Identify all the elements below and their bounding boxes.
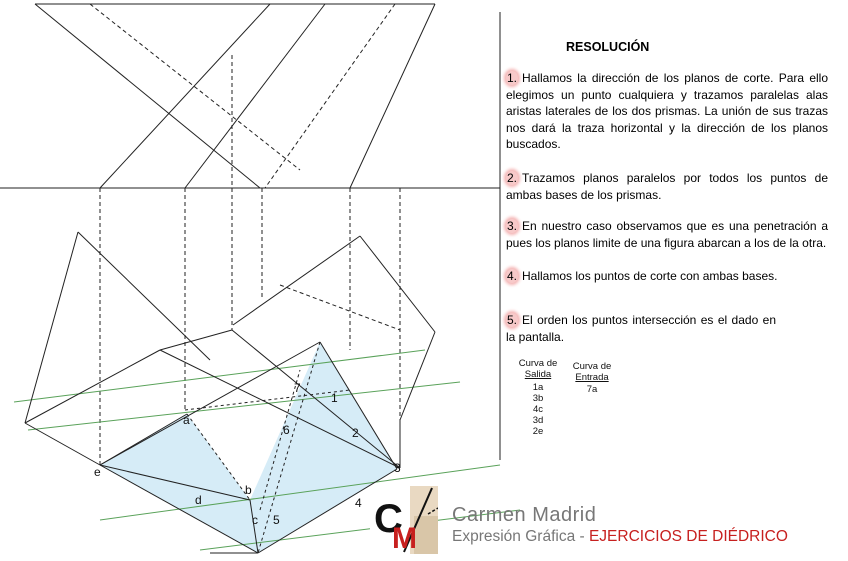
point-label-a: a (183, 413, 190, 427)
step-number-2: 2. (506, 171, 517, 185)
point-label-d: d (195, 493, 202, 507)
step-number-3: 3. (506, 219, 517, 233)
curva-entrada-heading-2: Entrada (575, 372, 609, 383)
point-label-3: 3 (394, 461, 401, 475)
point-label-b: b (245, 483, 252, 497)
step-4 (506, 268, 828, 285)
step-text-2: Trazamos planos paralelos por todos los puntos de ambas bases de los prismas. (506, 171, 828, 202)
svg-text:C: C (374, 497, 403, 541)
curva-entrada-point: 7a (586, 384, 598, 395)
step-text-1: Hallamos la dirección de los planos de corte. Para ello elegimos un punto cualquiera y trazamos paralelas alas aristas laterales de los dos prismas. La unión de sus trazas nos dará la traza horizontal y la dirección de los planos buscados. (506, 71, 828, 151)
cm-logo-icon (370, 486, 438, 554)
brand-footer (370, 486, 840, 556)
brand-subtitle (452, 528, 788, 546)
top-view-prisms (35, 4, 435, 188)
point-label-1: 1 (331, 391, 338, 405)
curva-salida-point: 2e (532, 426, 544, 437)
point-label-7: 7 (294, 381, 301, 395)
step-5 (506, 312, 776, 345)
brand-subtitle-accent: EJERCICIOS DE DIÉDRICO (588, 528, 788, 545)
curva-salida-point: 3d (532, 415, 544, 426)
curva-entrada-heading-1: Curva de (572, 361, 612, 372)
intersection-fill-region (100, 342, 397, 553)
brand-name: Carmen Madrid (452, 504, 597, 526)
point-label-c: c (252, 513, 258, 527)
svg-text:M: M (392, 522, 417, 554)
step-number-4: 4. (506, 269, 517, 283)
step-text-3: En nuestro caso observamos que es una penetración a pues los planos limite de una figura abarcan a los de la otra. (506, 219, 828, 250)
brand-subtitle-prefix: Expresión Gráfica - (452, 528, 589, 545)
point-label-e: e (94, 465, 101, 479)
curva-salida-heading-2: Salida (524, 369, 552, 380)
step-2 (506, 170, 828, 203)
point-label-5: 5 (273, 513, 280, 527)
curva-salida-point: 4c (532, 404, 544, 415)
point-label-2: 2 (352, 426, 359, 440)
curva-salida-heading-1: Curva de (518, 358, 558, 369)
step-text-5: El orden los puntos intersección es el dado en la pantalla. (506, 313, 776, 344)
step-number-1: 1. (506, 71, 517, 85)
step-3 (506, 218, 828, 251)
step-number-5: 5. (506, 313, 517, 327)
curva-salida-block (512, 358, 564, 437)
step-1 (506, 70, 828, 153)
point-label-4: 4 (355, 496, 362, 510)
curva-salida-point: 1a (532, 382, 544, 393)
point-label-6: 6 (283, 423, 290, 437)
curva-entrada-block (568, 361, 616, 395)
step-text-4: Hallamos los puntos de corte con ambas bases. (522, 269, 778, 283)
curva-salida-point: 3b (532, 393, 544, 404)
resolution-title: RESOLUCIÓN (566, 40, 650, 54)
